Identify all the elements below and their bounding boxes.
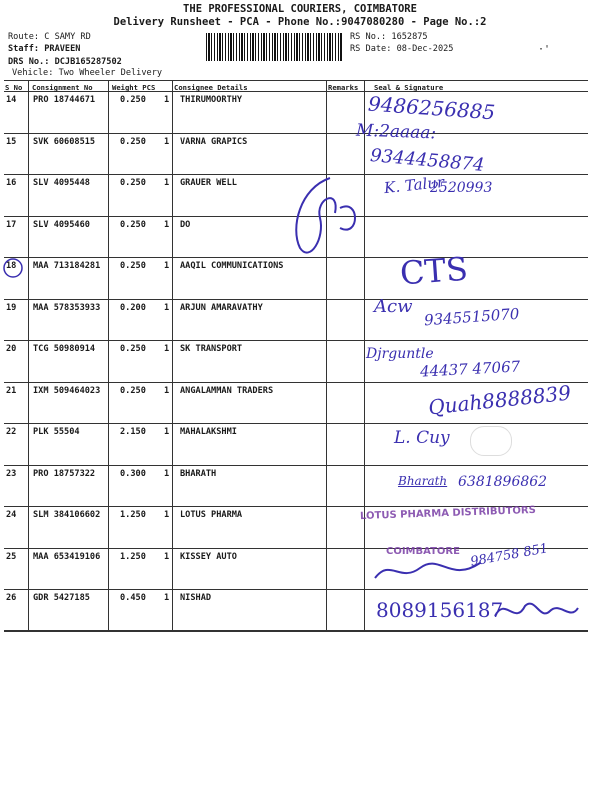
row-consignee: MAHALAKSHMI bbox=[180, 427, 237, 437]
row-pcs: 1 bbox=[164, 551, 170, 562]
row-consignee: LOTUS PHARMA bbox=[180, 510, 243, 520]
row-consignee: ARJUN AMARAVATHY bbox=[180, 302, 263, 313]
row-sno: 23 bbox=[6, 468, 17, 479]
row-weight: 2.150 bbox=[120, 427, 146, 437]
row-sno: 21 bbox=[6, 385, 17, 396]
row-pcs: 1 bbox=[164, 468, 170, 479]
row-pcs: 1 bbox=[164, 219, 170, 230]
handwritten-phone: 44437 47067 bbox=[419, 357, 521, 381]
row-pcs: 1 bbox=[164, 344, 170, 354]
faint-stamp bbox=[470, 426, 512, 456]
handwritten-phone: 9345515070 bbox=[423, 304, 520, 330]
row-pcs: 1 bbox=[164, 178, 170, 188]
row-divider bbox=[4, 423, 588, 424]
handwritten-phone: 9344458874 bbox=[369, 145, 486, 176]
row-divider bbox=[4, 589, 588, 590]
row-consignment-no: SVK 60608515 bbox=[33, 136, 96, 147]
row-sno: 20 bbox=[6, 344, 17, 354]
runsheet-subtitle: Delivery Runsheet - PCA - Phone No.:9047080280 - Page No.:2 bbox=[113, 16, 487, 28]
col-consignment: Consignment No bbox=[32, 83, 93, 92]
row-divider bbox=[4, 133, 588, 134]
handwritten-number: 2520993 bbox=[430, 180, 493, 196]
company-title: THE PROFESSIONAL COURIERS, COIMBATORE bbox=[183, 3, 417, 15]
row-consignment-no: MAA 578353933 bbox=[33, 302, 101, 313]
row-sno: 24 bbox=[6, 510, 17, 520]
handwritten-signature-mark bbox=[280, 168, 370, 268]
row-weight: 0.250 bbox=[120, 136, 146, 147]
row-consignee: NISHAD bbox=[180, 593, 212, 603]
row-weight: 0.250 bbox=[120, 344, 146, 354]
vehicle: Vehicle: Two Wheeler Delivery bbox=[12, 68, 163, 78]
row-consignment-no: IXM 509464023 bbox=[33, 385, 101, 396]
row-sno: 16 bbox=[6, 178, 17, 188]
mark: ·' bbox=[538, 44, 551, 55]
row-weight: 0.450 bbox=[120, 593, 146, 603]
handwritten-signature: L. Cuy bbox=[394, 428, 450, 448]
row-weight: 0.250 bbox=[120, 219, 146, 230]
row-weight: 0.250 bbox=[120, 385, 146, 396]
row-divider bbox=[4, 631, 588, 632]
row-weight: 0.250 bbox=[120, 95, 146, 105]
row-consignment-no: SLM 384106602 bbox=[33, 510, 101, 520]
handwritten-signature: M:2aaaa: bbox=[355, 120, 437, 144]
route: Route: C SAMY RD bbox=[8, 32, 91, 42]
row-consignee: THIRUMOORTHY bbox=[180, 95, 243, 105]
row-divider bbox=[4, 465, 588, 466]
row-weight: 0.200 bbox=[120, 302, 146, 313]
row-consignee: BHARATH bbox=[180, 468, 217, 479]
row-consignee: AAQIL COMMUNICATIONS bbox=[180, 261, 284, 271]
row-sno: 17 bbox=[6, 219, 17, 230]
row-sno: 26 bbox=[6, 593, 17, 603]
row-consignee: VARNA GRAPICS bbox=[180, 136, 248, 147]
row-weight: 1.250 bbox=[120, 510, 146, 520]
row-sno: 25 bbox=[6, 551, 17, 562]
row-consignment-no: TCG 50980914 bbox=[33, 344, 96, 354]
staff: Staff: PRAVEEN bbox=[8, 44, 81, 54]
row-pcs: 1 bbox=[164, 427, 170, 437]
rs-number: RS No.: 1652875 bbox=[350, 32, 428, 42]
row-consignment-no: MAA 653419106 bbox=[33, 551, 101, 562]
circle-mark bbox=[2, 256, 26, 280]
company-stamp: LOTUS PHARMA DISTRIBUTORS bbox=[359, 504, 537, 523]
handwritten-initials: CTS bbox=[398, 249, 469, 293]
row-consignee: SK TRANSPORT bbox=[180, 344, 243, 354]
row-divider bbox=[4, 340, 588, 341]
row-sno: 22 bbox=[6, 427, 17, 437]
table-top-border bbox=[4, 80, 588, 81]
row-pcs: 1 bbox=[164, 593, 170, 603]
row-weight: 1.250 bbox=[120, 551, 146, 562]
row-consignee: ANGALAMMAN TRADERS bbox=[180, 385, 274, 396]
handwritten-signature: Acw bbox=[374, 296, 413, 317]
row-consignment-no: PLK 55504 bbox=[33, 427, 80, 437]
row-consignment-no: MAA 713184281 bbox=[33, 261, 101, 271]
drs-number: DRS No.: DCJB165287502 bbox=[8, 57, 122, 67]
handwritten-signature-mark bbox=[370, 548, 490, 588]
row-pcs: 1 bbox=[164, 385, 170, 396]
company-stamp-city: COIMBATORE bbox=[386, 546, 460, 557]
row-divider bbox=[4, 382, 588, 383]
handwritten-signature: Djrguntle bbox=[366, 346, 434, 362]
handwritten-phone: Quah8888839 bbox=[427, 380, 573, 420]
row-consignment-no: SLV 4095460 bbox=[33, 219, 90, 230]
handwritten-signature: K. Talur bbox=[383, 172, 445, 198]
row-sno: 18 bbox=[6, 261, 17, 271]
row-consignment-no: SLV 4095448 bbox=[33, 178, 90, 188]
handwritten-phone: 984758 851 bbox=[469, 541, 550, 570]
row-weight: 0.250 bbox=[120, 261, 146, 271]
row-consignee: DO bbox=[180, 219, 191, 230]
col-sno: S No bbox=[5, 83, 23, 92]
col-remarks: Remarks bbox=[328, 83, 359, 92]
handwritten-phone: 8089156187 bbox=[376, 598, 504, 622]
col-seal: Seal & Signature bbox=[374, 83, 444, 92]
col-consignee: Consignee Details bbox=[174, 83, 248, 92]
row-pcs: 1 bbox=[164, 510, 170, 520]
handwritten-phone: 9486256885 bbox=[367, 91, 496, 125]
row-consignment-no: PRO 18757322 bbox=[33, 468, 96, 479]
handwritten-phone: 6381896862 bbox=[458, 474, 548, 490]
handwritten-signature-mark bbox=[490, 596, 580, 626]
barcode bbox=[206, 33, 342, 61]
row-consignee: KISSEY AUTO bbox=[180, 551, 237, 562]
rs-date: RS Date: 08-Dec-2025 bbox=[350, 44, 454, 54]
handwritten-signature: Bharath bbox=[398, 474, 448, 488]
row-sno: 14 bbox=[6, 95, 17, 105]
row-consignment-no: PRO 18744671 bbox=[33, 95, 96, 105]
row-pcs: 1 bbox=[164, 136, 170, 147]
row-sno: 15 bbox=[6, 136, 17, 147]
row-pcs: 1 bbox=[164, 95, 170, 105]
row-sno: 19 bbox=[6, 302, 17, 313]
col-weight-pcs: Weight PCS bbox=[112, 83, 156, 92]
row-pcs: 1 bbox=[164, 261, 170, 271]
row-pcs: 1 bbox=[164, 302, 170, 313]
row-weight: 0.250 bbox=[120, 178, 146, 188]
row-divider bbox=[4, 299, 588, 300]
row-consignment-no: GDR 5427185 bbox=[33, 593, 90, 603]
row-consignee: GRAUER WELL bbox=[180, 178, 237, 188]
row-weight: 0.300 bbox=[120, 468, 146, 479]
